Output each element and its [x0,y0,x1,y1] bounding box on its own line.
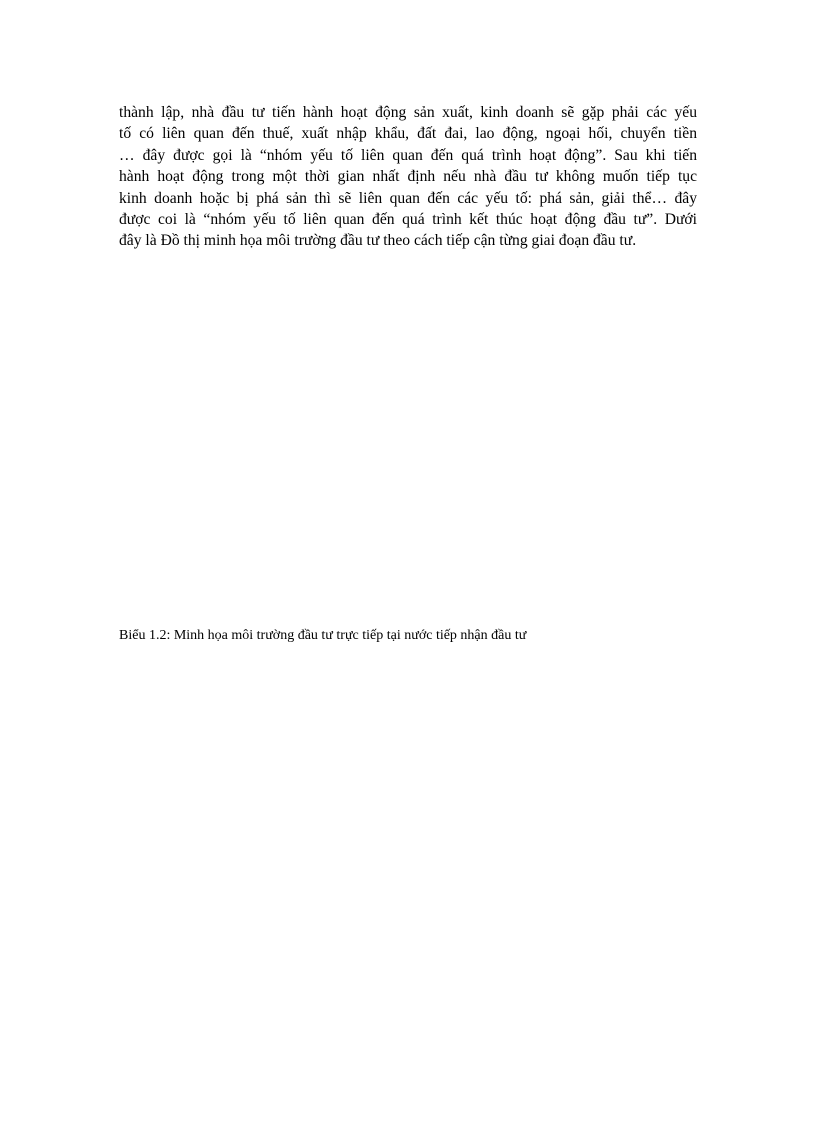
paragraph-line: hành hoạt động trong một thời gian nhất định nếu nhà đầu tư không muốn tiếp tục [119,168,697,186]
paragraph-line: đây là Đồ thị minh họa môi trường đầu tư theo cách tiếp cận từng giai đoạn đầu tư. [119,232,637,250]
paragraph-line: tố có liên quan đến thuế, xuất nhập khẩu, đất đai, lao động, ngoại hối, chuyển tiền [119,125,697,143]
paragraph-line: … đây được gọi là “nhóm yếu tố liên quan đến quá trình hoạt động”. Sau khi tiến [119,146,697,164]
paragraph-line: được coi là “nhóm yếu tố liên quan đến quá trình kết thúc hoạt động đầu tư”. Dưới [119,210,697,228]
figure-caption: Biểu 1.2: Minh họa môi trường đầu tư trực tiếp tại nước tiếp nhận đầu tư [119,628,527,643]
paragraph-line: thành lập, nhà đầu tư tiến hành hoạt động sản xuất, kinh doanh sẽ gặp phải các yếu [119,104,697,121]
paragraph-line: kinh doanh hoặc bị phá sản thì sẽ liên quan đến các yếu tố: phá sản, giải thể… đây [119,189,697,207]
body-paragraph [119,102,697,252]
